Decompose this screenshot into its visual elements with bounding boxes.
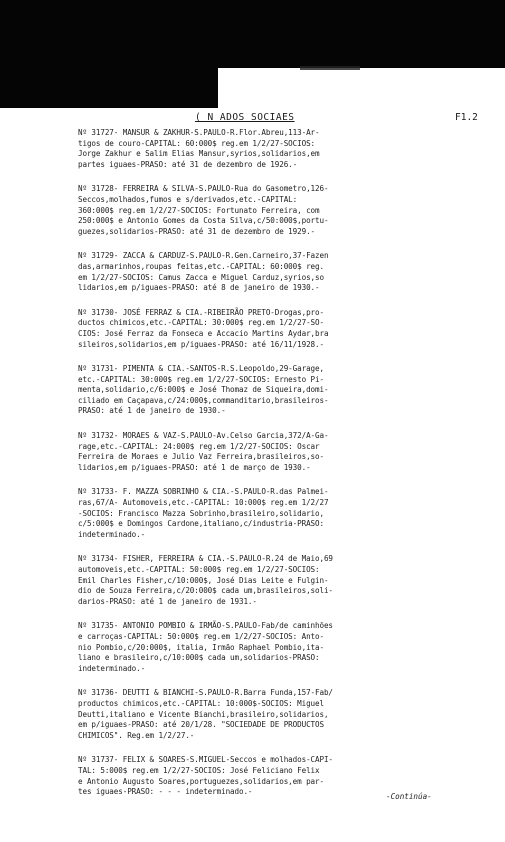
page-number: F1.2 (455, 112, 478, 123)
registry-entry: Nº 31734- FISHER, FERREIRA & CIA.-S.PAULO-R.24 de Maio,69 automoveis,etc.-CAPITAL: 50:000$ reg.em 1/2/27-SOCIOS: Emil Charles Fisher,c/10:000$, José Dias Leite e Fulgin- dio de Souza Ferreira,c/20:000$ cada um,brasileiros,soli- darios-PRASO: até 1 de janeiro de 1931.- (78, 554, 333, 606)
registry-entry: Nº 31733- F. MAZZA SOBRINHO & CIA.-S.PAULO-R.das Palmei- ras,67/A- Automoveis,etc.-CAPITAL: 10:000$ reg.em 1/2/27 -SOCIOS: Francisco Mazza Sobrinho,brasileiro,solidario, c/5:000$ e Domingos Cardone,italiano,c/industria-PRASO: indeterminado.- (78, 487, 329, 539)
registry-entry: Nº 31737- FELIX & SOARES-S.MIGUEL-Seccos e molhados-CAPI- TAL: 5:000$ reg.em 1/2/27-SOCIOS: José Feliciano Felix e Antonio Augusto Soares,portuguezes,solidarios,em par- tes iguaes-PRASO: - - - indeterminado.- (78, 755, 333, 797)
registry-entry: Nº 31729- ZACCA & CARDUZ-S.PAULO-R.Gen.Carneiro,37-Fazen das,armarinhos,roupas feitas,etc.-CAPITAL: 60:000$ reg. em 1/2/27-SOCIOS: Camus Zacca e Miguel Carduz,syrios,so lidarios,em p/iguaes-PRASO: até 8 de janeiro de 1930.- (78, 251, 329, 293)
section-title: ( N ADOS SOCIAES (195, 112, 295, 123)
redaction-bar (0, 0, 505, 68)
continued-note: -Continúa- (386, 792, 432, 801)
registry-entry: Nº 31732- MORAES & VAZ-S.PAULO-Av.Celso Garcia,372/A-Ga- rage,etc.-CAPITAL: 24:000$ reg.em 1/2/27-SOCIOS: Oscar Ferreira de Moraes e Julio Vaz Ferreira,brasileiros,so- lidarios,em p/iguaes-PRASO: até 1 de março de 1930.- (78, 431, 329, 472)
redaction-block (0, 68, 218, 108)
registry-entry: Nº 31735- ANTONIO POMBIO & IRMÃO-S.PAULO-Fab/de caminhões e carroças-CAPITAL: 50:000$ reg.em 1/2/27-SOCIOS: Anto- nio Pombio,c/20:000$, italia, Irmão Raphael Pombio,ita- liano e brasileiro,c/10:000$ cada um,solidarios-PRASO: indeterminado.- (78, 621, 333, 673)
scan-artifact (300, 66, 360, 70)
registry-entry: Nº 31728- FERREIRA & SILVA-S.PAULO-Rua do Gasometro,126- Seccos,molhados,fumos e s/derivados,etc.-CAPITAL: 360:000$ reg.em 1/2/27-SOCIOS: Fortunato Ferreira, com 250:000$ e Antonio Gomes da Costa Silva,c/50:000$,portu- guezes,solidarios-PRASO: até 31 de dezembro de 1929.- (78, 184, 329, 236)
registry-entry: Nº 31736- DEUTTI & BIANCHI-S.PAULO-R.Barra Funda,157-Fab/ productos chimicos,etc.-CAPITAL: 10:000$-SOCIOS: Miguel Deutti,italiano e Vicente Bianchi,brasileiro,solidarios, em p/iguaes-PRASO: até 20/1/28. "SOCIEDADE DE PRODUCTOS CHIMICOS". Reg.em 1/2/27.- (78, 688, 333, 740)
registry-entry: Nº 31731- PIMENTA & CIA.-SANTOS-R.S.Leopoldo,29-Garage, etc.-CAPITAL: 30:000$ reg.em 1/2/27-SOCIOS: Ernesto Pi- menta,solidario,c/6:000$ e José Thomaz de Siqueira,domi- ciliado em Caçapava,c/24:000$,commanditario,brasileiros- PRASO: até 1 de janeiro de 1930.- (78, 364, 329, 416)
registry-entries (78, 128, 500, 812)
registry-entry: Nº 31727- MANSUR & ZAKHUR-S.PAULO-R.Flor.Abreu,113-Ar- tigos de couro-CAPITAL: 60:000$ reg.em 1/2/27-SOCIOS: Jorge Zakhur e Salim Elias Mansur,syrios,solidarios,em partes iguaes-PRASO: até 31 de dezembro de 1926.- (78, 128, 320, 169)
registry-entry: Nº 31730- JOSÉ FERRAZ & CIA.-RIBEIRÃO PRETO-Drogas,pro- ductos chimicos,etc.-CAPITAL: 30:000$ reg.em 1/2/27-SO- CIOS: José Ferraz da Fonseca e Accacio Martins Aydar,bra sileiros,solidarios,em p/iguaes-PRASO: até 16/11/1928.- (78, 307, 329, 349)
